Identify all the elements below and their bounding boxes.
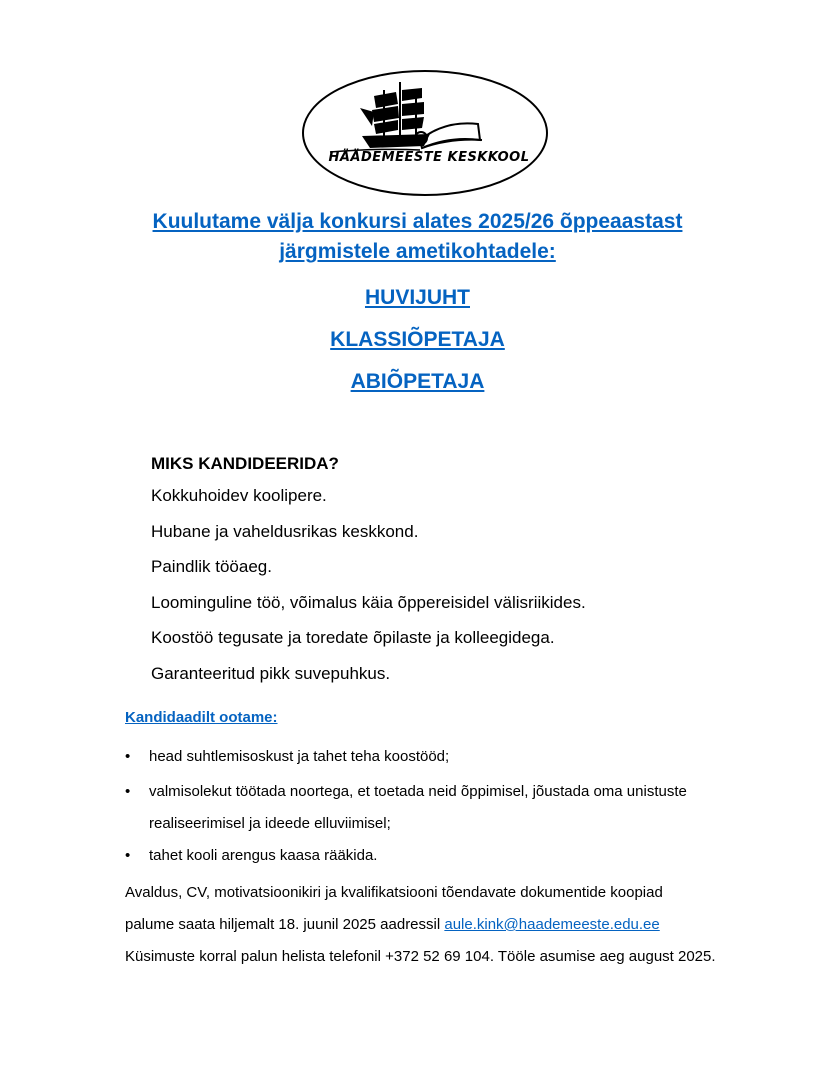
position-klassiopetaja: KLASSIÕPETAJA	[330, 328, 505, 351]
position-abiopetaja: ABIÕPETAJA	[350, 370, 485, 393]
expectation-item: tahet kooli arengus kaasa rääkida.	[149, 847, 378, 864]
why-item: Garanteeritud pikk suvepuhkus.	[151, 664, 391, 683]
why-item: Paindlik tööaeg.	[151, 557, 272, 576]
application-line-2	[125, 916, 660, 933]
bullet-icon: •	[125, 847, 131, 864]
why-apply-title: MIKS KANDIDEERIDA?	[151, 454, 339, 473]
why-item: Hubane ja vaheldusrikas keskkond.	[151, 522, 419, 541]
email-link[interactable]: aule.kink@haademeeste.edu.ee	[444, 916, 660, 933]
why-item: Loominguline töö, võimalus käia õppereisidel välisriikides.	[151, 593, 586, 612]
application-line-3: Küsimuste korral palun helista telefonil +372 52 69 104. Tööle asumise aeg august 2025.	[125, 948, 716, 965]
expectations-title: Kandidaadilt ootame:	[125, 709, 278, 726]
bullet-icon: •	[125, 783, 131, 800]
school-logo	[300, 68, 550, 198]
application-line-2-text: palume saata hiljemalt 18. juunil 2025 aadressil	[125, 916, 445, 933]
logo-text: HÄÄDEMEESTE KESKKOOL	[328, 150, 530, 165]
position-huvijuht: HUVIJUHT	[364, 286, 470, 309]
expectation-item-continuation: realiseerimisel ja ideede elluviimisel;	[149, 815, 391, 832]
application-line-1: Avaldus, CV, motivatsioonikiri ja kvalifikatsiooni tõendavate dokumentide koopiad	[125, 884, 663, 901]
headline-line-1: Kuulutame välja konkursi alates 2025/26 õppeaastast	[152, 210, 683, 233]
ship-on-book-icon	[300, 68, 550, 198]
headline-line-2: järgmistele ametikohtadele:	[279, 240, 556, 263]
expectation-item: head suhtlemisoskust ja tahet teha koostööd;	[149, 748, 450, 765]
why-item: Koostöö tegusate ja toredate õpilaste ja kolleegidega.	[151, 628, 555, 647]
headline	[0, 207, 835, 267]
expectation-item: valmisolekut töötada noortega, et toetada neid õppimisel, jõustada oma unistuste	[149, 783, 687, 800]
why-item: Kokkuhoidev koolipere.	[151, 486, 327, 505]
bullet-icon: •	[125, 748, 131, 765]
